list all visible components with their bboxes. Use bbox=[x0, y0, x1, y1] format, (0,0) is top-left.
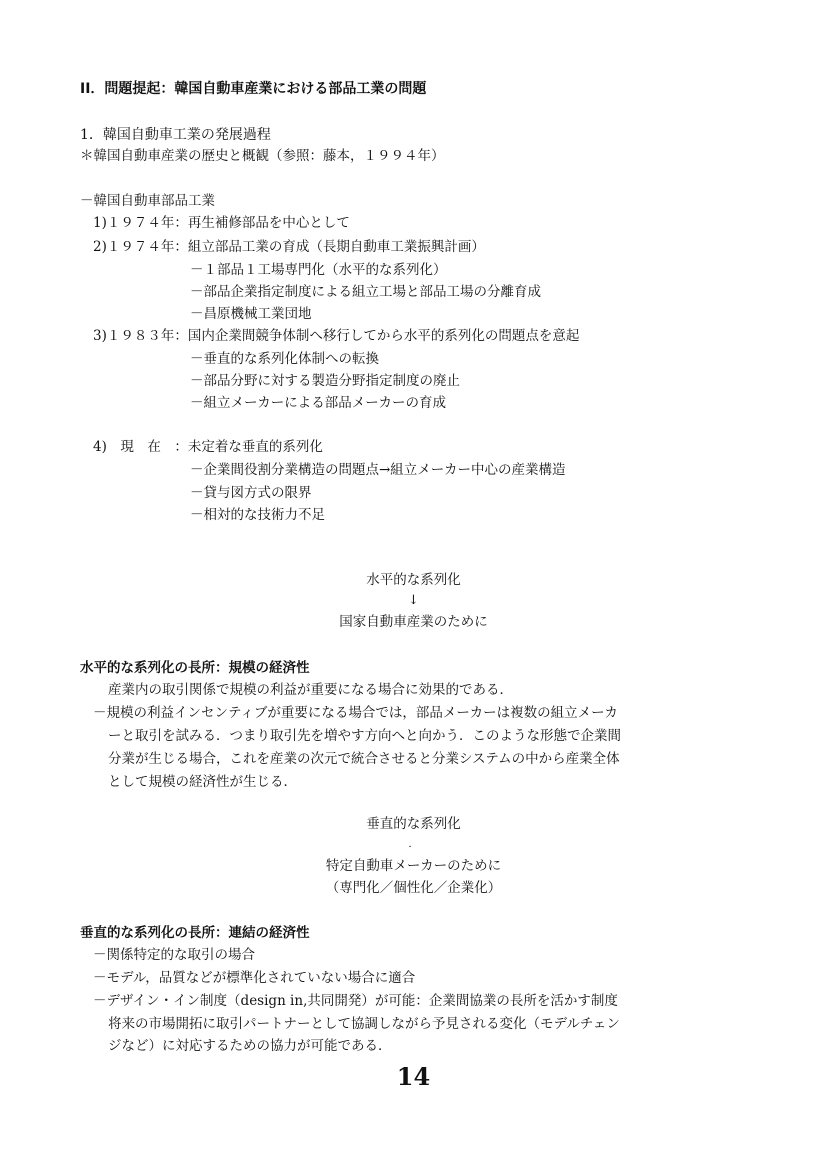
vertical-box-line1: 垂直的な系列化 bbox=[366, 816, 461, 832]
history-item-4-sub: －企業間役割分業構造の問題点→組立メーカー中心の産業構造 bbox=[190, 462, 566, 478]
subsection-title: 1．韓国自動車工業の発展過程 bbox=[80, 127, 271, 143]
vertical-box-mark: ． bbox=[408, 839, 419, 850]
history-item-3-sub: －組立メーカーによる部品メーカーの育成 bbox=[190, 395, 446, 411]
horizontal-merit-line: －規模の利益インセンティブが重要になる場合では，部品メーカーは複数の組立メーカ bbox=[93, 705, 618, 721]
history-item-3-sub: －垂直的な系列化体制への転換 bbox=[190, 351, 379, 367]
history-item-1: 1)１９７４年：再生補修部品を中心として bbox=[93, 215, 350, 231]
vertical-merit-line: 将来の市場開拓に取引パートナーとして協調しながら予見される変化（モデルチェン bbox=[108, 1016, 620, 1032]
vertical-merit-line: －デザイン・イン制度（design in,共同開発）が可能：企業間協業の長所を活かす制度 bbox=[93, 993, 618, 1009]
down-arrow-icon: ↓ bbox=[408, 593, 419, 608]
vertical-box-line2: 特定自動車メーカーのために bbox=[325, 858, 502, 874]
history-item-2-sub: －昌原機械工業団地 bbox=[190, 306, 312, 322]
vertical-box-line3: （専門化／個性化／企業化） bbox=[325, 880, 502, 896]
horizontal-merit-title: 水平的な系列化の長所：規模の経済性 bbox=[80, 660, 310, 676]
vertical-merit-line: －モデル，品質などが標準化されていない場合に適合 bbox=[93, 970, 416, 986]
history-item-2: 2)１９７４年：組立部品工業の育成（長期自動車工業振興計画） bbox=[93, 239, 485, 255]
horizontal-box-line2: 国家自動車産業のために bbox=[339, 614, 488, 630]
vertical-merit-title: 垂直的な系列化の長所：連結の経済性 bbox=[80, 925, 310, 941]
history-item-4-sub: －貸与図方式の限界 bbox=[190, 485, 312, 501]
section-title: II．問題提起：韓国自動車産業における部品工業の問題 bbox=[80, 81, 427, 97]
horizontal-merit-line: として規模の経済性が生じる． bbox=[108, 774, 297, 790]
history-item-2-sub: －部品企業指定制度による組立工場と部品工場の分離育成 bbox=[190, 284, 541, 300]
history-item-3-sub: －部品分野に対する製造分野指定制度の廃止 bbox=[190, 373, 460, 389]
horizontal-merit-line: 産業内の取引関係で規模の利益が重要になる場合に効果的である． bbox=[108, 682, 513, 698]
history-item-2-sub: －１部品１工場専門化（水平的な系列化） bbox=[190, 262, 447, 278]
parts-heading: －韓国自動車部品工業 bbox=[80, 193, 215, 209]
history-item-4-sub: －相対的な技術力不足 bbox=[190, 507, 325, 523]
note-line: ＊韓国自動車産業の歴史と概観（参照：藤本，１９９４年） bbox=[80, 148, 445, 164]
vertical-merit-line: ジなど）に対応するための協力が可能である． bbox=[108, 1038, 392, 1054]
horizontal-merit-line: 分業が生じる場合，これを産業の次元で統合させると分業システムの中から産業全体 bbox=[108, 751, 620, 767]
vertical-merit-line: －関係特定的な取引の場合 bbox=[93, 947, 255, 963]
horizontal-merit-line: ーと取引を試みる．つまり取引先を増やす方向へと向かう．このような形態で企業間 bbox=[108, 728, 621, 744]
history-item-4: 4) 現 在 ：未定着な垂直的系列化 bbox=[93, 439, 323, 455]
horizontal-box-line1: 水平的な系列化 bbox=[366, 572, 461, 588]
history-item-3: 3)１９８３年：国内企業間競争体制へ移行してから水平的系列化の問題点を意起 bbox=[93, 328, 580, 344]
page-number: 14 bbox=[396, 1062, 431, 1091]
